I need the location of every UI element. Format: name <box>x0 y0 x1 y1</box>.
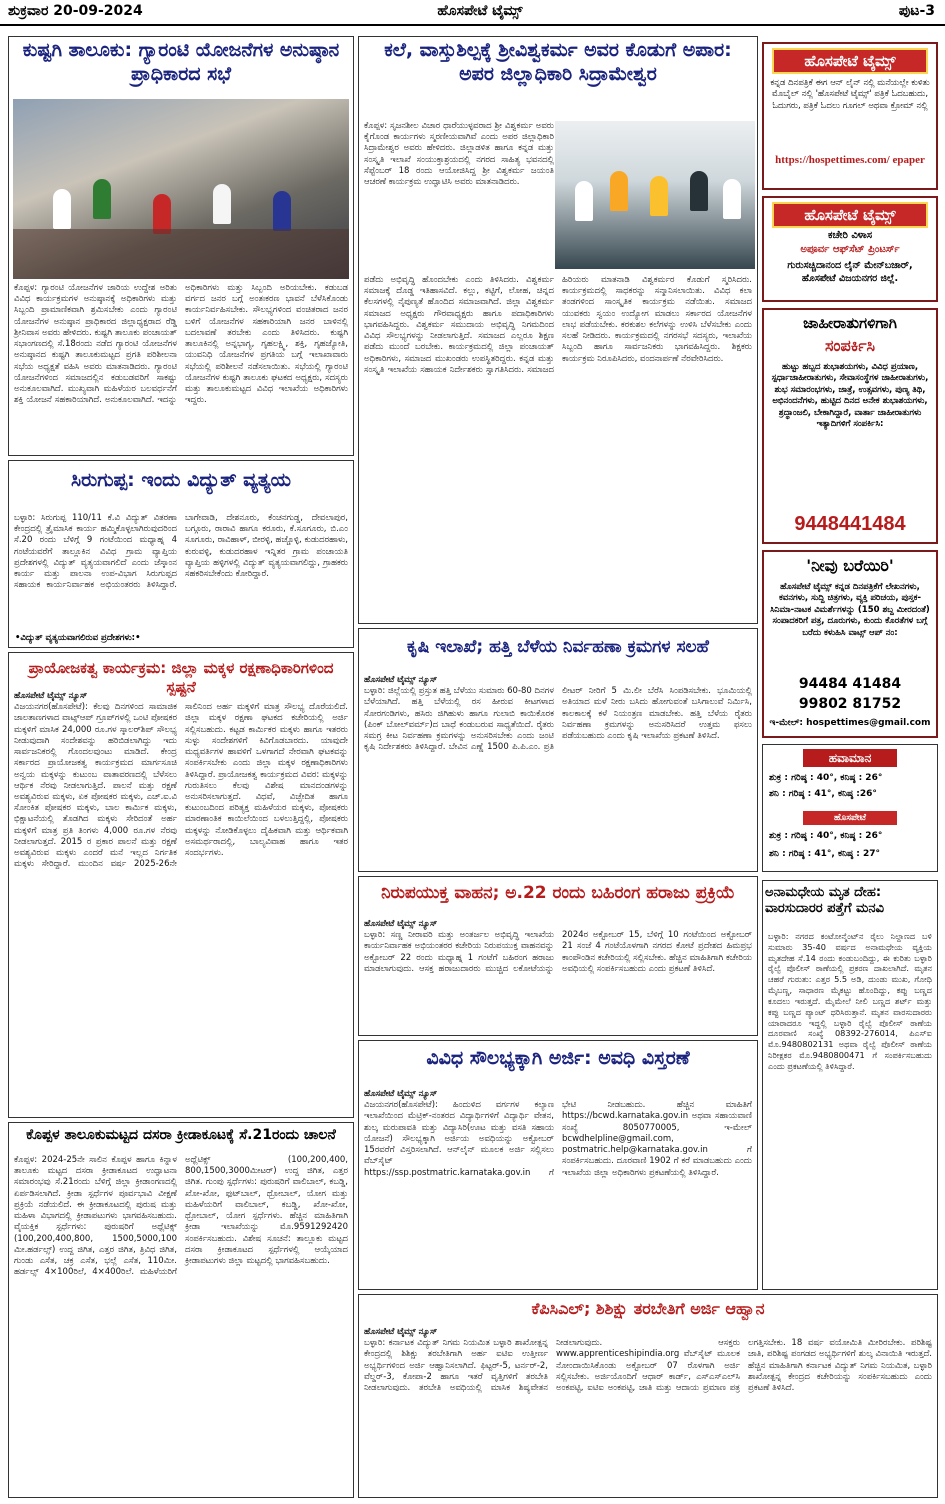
meeting-photo <box>13 99 349 279</box>
article-byline: ಹೊಸಪೇಟೆ ಟೈಮ್ಸ್ ನ್ಯೂಸ್ <box>364 1089 438 1099</box>
paper-title: ಹೊಸಪೇಟೆ ಟೈಮ್ಸ್ <box>437 3 523 19</box>
sidebar-text: ಕನ್ನಡ ದಿನಪತ್ರಿಕೆ ಈಗ ಆನ್ ಲೈನ್ ನಲ್ಲಿ ಮನೆಯಲ್ಲೇ ಕುಳಿತು ಮೊಬೈಲ್ ನಲ್ಲಿ 'ಹೊಸಪೇಟೆ ಟೈಮ್ಸ್' ಪತ್ರಿಕೆ ಓದಬಹುದು, ಓದುಗರು, ಪತ್ರಿಕೆ ಓದಲು ಗೂಗಲ್ ಅಥವಾ ಕ್ರೋಮ್ ನಲ್ಲಿ <box>770 78 930 111</box>
article-application-extension <box>358 1040 758 1290</box>
article-sponsorship <box>8 652 354 1118</box>
page-number: ಪುಟ-3 <box>898 3 935 19</box>
ads-phone: 9448441484 <box>794 513 906 535</box>
article-body: ಕೊಪ್ಪಳ: 2024-25ನೇ ಸಾಲಿನ ಕೊಪ್ಪಳ ಹಾಗೂ ಕಿನ್ನಾಳ ತಾಲೂಕು ಮಟ್ಟದ ದಸರಾ ಕ್ರೀಡಾಕೂಟದ ಉದ್ಘಾಟನಾ ಸಮಾರಂಭವು ಸೆ.21ರಂದು ಬೆಳಿಗ್ಗೆ ಜಿಲ್ಲಾ ಕ್ರೀಡಾಂಗಣದಲ್ಲಿ ಏರ್ಪಡಿಸಲಾಗಿದೆ. ಕ್ರೀಡಾ ಸ್ಪರ್ಧೆಗಳ ಪೂರ್ವಭಾವಿ ವೀಕ್ಷಣೆ ಪ್ರಕ್ರಿಯೆ ನಡೆಯಲಿದೆ. ಈ ಕ್ರೀಡಾಕೂಟದಲ್ಲಿ ಪುರುಷ ಮತ್ತು ಮಹಿಳಾ ವಿಭಾಗದಲ್ಲಿ ಕ್ರೀಡಾಪಟುಗಳು ಭಾಗವಹಿಸಬಹುದು. ವೈಯಕ್ತಿಕ ಸ್ಪರ್ಧೆಗಳು: ಪುರುಷರಿಗೆ ಅಥ್ಲೆಟಿಕ್ಸ್ (100,200,400,800, 1500,5000,100 ಮೀ.ಹರ್ಡಲ್ಸ್) ಉದ್ದ ಜಿಗಿತ, ಎತ್ತರ ಜಿಗಿತ, ತ್ರಿವಿಧ ಜಿಗಿತ, ಗುಂಡು ಎಸೆತ, ಚಕ್ರ ಎಸೆತ, ಭಲ್ಲೆ ಎಸೆತ, 110ಮೀ. ಹರ್ಡಲ್ಸ್ 4×100ರಿಲೆ, 4×400ರಿಲೆ. ಮಹಿಳೆಯರಿಗೆ ಅಥ್ಲೆಟಿಕ್ಸ್ (100,200,400, 800,1500,3000ಮೀಟರ್) ಉದ್ದ ಜಿಗಿತ, ಎತ್ತರ ಜಿಗಿತ. ಗುಂಪು ಸ್ಪರ್ಧೆಗಳು: ಪುರುಷರಿಗೆ ವಾಲಿಬಾಲ್, ಕಬಡ್ಡಿ, ಖೋ-ಖೋ, ಫುಟ್‌ಬಾಲ್, ಥ್ರೋಬಾಲ್, ಯೋಗ ಮತ್ತು ಮಹಿಳೆಯರಿಗೆ ವಾಲಿಬಾಲ್, ಕಬಡ್ಡಿ, ಖೋ-ಖೋ, ಥ್ರೋಬಾಲ್, ಯೋಗ ಸ್ಪರ್ಧೆಗಳು. ಹೆಚ್ಚಿನ ಮಾಹಿತಿಗಾಗಿ ಕ್ರೀಡಾ ಇಲಾಖೆಯನ್ನು ಮೊ.9591292420 ಸಂಪರ್ಕಿಸಬಹುದು. ವಿಶೇಷ ಸೂಚನೆ: ತಾಲ್ಲೂಕು ಮಟ್ಟದ ದಸರಾ ಕ್ರೀಡಾಕೂಟದ ಸ್ಪರ್ಧೆಗಳಲ್ಲಿ ಆಯ್ಕೆಯಾದ ಕ್ರೀಡಾಪಟುಗಳು ಜಿಲ್ಲಾ ಮಟ್ಟದಲ್ಲಿ ಭಾಗವಹಿಸಬಹುದು. <box>14 1155 348 1278</box>
epaper-link[interactable]: https://hospettimes.com/ epaper <box>775 154 925 166</box>
sidebar <box>762 36 938 876</box>
article-body: ವಿಜಯನಗರ(ಹೊಸಪೇಟೆ): ಕೆಲವು ದಿನಗಳಿಂದ ಸಾಮಾಜಿಕ ಜಾಲತಾಣಗಳಾದ ವಾಟ್ಸ್‌ಆಪ್ ಗ್ರೂಪ್‌ಗಳಲ್ಲಿ ಒಂಟಿ ಪೋಷಕರ ಮಕ್ಕಳಿಗೆ ಮಾಸಿಕ 24,000 ರೂ.ಗಳ ಸ್ಕಾಲರ್‌ಶಿಪ್ ಸೌಲಭ್ಯ ನೀಡುವುದಾಗಿ ಸಂದೇಶವನ್ನು ಹರಿಬಿಡಲಾಗಿದ್ದು ಇದು ಸಾರ್ವಜನಿಕರಲ್ಲಿ ಗೊಂದಲವುಂಟು ಮಾಡಿದೆ. ಕೇಂದ್ರ ಸರ್ಕಾರದ ಪ್ರಾಯೋಜಕತ್ವ ಕಾರ್ಯಕ್ರಮದ ಮಾರ್ಗಸೂಚಿ ಅನ್ವಯ ಮಕ್ಕಳನ್ನು ಕುಟುಂಬ ವಾತಾವರಣದಲ್ಲಿ ಬೆಳೆಸಲು ಆರ್ಥಿಕ ನೆರವು ನೀಡಲಾಗುತ್ತಿದೆ. ಪಾಲನೆ ಮತ್ತು ರಕ್ಷಣೆ ಅವಶ್ಯವಿರುವ ಮಕ್ಕಳು, ಏಕ ಪೋಷಕರ ಮಕ್ಕಳು, ಎಚ್.ಐ.ವಿ ಸೋಂಕಿತ ಪೋಷಕರ ಮಕ್ಕಳು, ಬಾಲ ಕಾರ್ಮಿಕ ಮಕ್ಕಳು, ಭಿಕ್ಷಾಟನೆಯಲ್ಲಿ ತೊಡಗಿದ ಮಕ್ಕಳು ಸೇರಿದಂತೆ ಅರ್ಹ ಮಕ್ಕಳಿಗೆ ಮಾತ್ರ ಪ್ರತಿ ತಿಂಗಳು 4,000 ರೂ.ಗಳ ನೆರವು ನೀಡಲಾಗುತ್ತದೆ. 2015 ರ ಪ್ರಕಾರ ಪಾಲನೆ ಮತ್ತು ರಕ್ಷಣೆ ಅವಶ್ಯವಿರುವ ಮಕ್ಕಳು ಎಂದರೆ ಮನೆ ಇಲ್ಲದ ನಿರ್ಗತಿಕ ಮಕ್ಕಳು ಸೇರಿದ್ದಾರೆ. ಮುಂದಿನ ವರ್ಷ 2025-26ನೇ ಸಾಲಿನಿಂದ ಅರ್ಹ ಮಕ್ಕಳಿಗೆ ಮಾತ್ರ ಸೌಲಭ್ಯ ದೊರೆಯಲಿದೆ. ಜಿಲ್ಲಾ ಮಕ್ಕಳ ರಕ್ಷಣಾ ಘಟಕದ ಕಚೇರಿಯಲ್ಲಿ ಅರ್ಜಿ ಸಲ್ಲಿಸಬಹುದು. ಕಟ್ಟಡ ಕಾರ್ಮಿಕರ ಮಕ್ಕಳು ಹಾಗೂ ಇತರರು ಸುಳ್ಳು ಸಂದೇಶಗಳಿಗೆ ಕಿವಿಗೊಡಬಾರದು. ಯಾವುದೇ ಮಧ್ಯವರ್ತಿಗಳ ಹಾವಳಿಗೆ ಒಳಗಾಗದೆ ನೇರವಾಗಿ ಘಟಕವನ್ನು ಸಂಪರ್ಕಿಸಬೇಕು ಎಂದು ಜಿಲ್ಲಾ ಮಕ್ಕಳ ರಕ್ಷಣಾಧಿಕಾರಿಗಳು ತಿಳಿಸಿದ್ದಾರೆ. ಪ್ರಾಯೋಜಕತ್ವ ಕಾರ್ಯಕ್ರಮದ ವಿವರ: ಮಕ್ಕಳನ್ನು ಗುರುತಿಸಲು ಕೆಲವು ವಿಶೇಷ ಮಾನದಂಡಗಳನ್ನು ಅನುಸರಿಸಲಾಗುತ್ತದೆ. ವಿಧವೆ, ವಿಚ್ಛೇದಿತ ಹಾಗೂ ಕುಟುಂಬದಿಂದ ಪರಿತ್ಯಕ್ತ ಮಹಿಳೆಯರ ಮಕ್ಕಳು, ಪೋಷಕರು ಮಾರಣಾಂತಿಕ ಕಾಯಿಲೆಯಿಂದ ಬಳಲುತ್ತಿದ್ದಲ್ಲಿ, ಪೋಷಕರು ಮಕ್ಕಳನ್ನು ನೋಡಿಕೊಳ್ಳಲು ದೈಹಿಕವಾಗಿ ಮತ್ತು ಆರ್ಥಿಕವಾಗಿ ಅಸಮರ್ಥರಾದಲ್ಲಿ, ಬಾಲ್ಯವಿವಾಹ ಹಾಗೂ ಇತರ ಸಂದರ್ಭಗಳು. <box>14 702 348 870</box>
article-vehicle-auction <box>358 876 758 1036</box>
weather-heading: ಹವಾಮಾನ <box>803 749 897 767</box>
article-cotton-advice <box>358 628 758 872</box>
weather-line: ಶುಕ್ರ : ಗರಿಷ್ಠ : 40°, ಕನಿಷ್ಠ : 26° <box>769 831 883 841</box>
event-photo <box>555 121 755 269</box>
ads-heading: ಜಾಹೀರಾತುಗಳಿಗಾಗಿ <box>803 314 897 332</box>
article-headline: ಕೃಷಿ ಇಲಾಖೆ; ಹತ್ತಿ ಬೆಳೆಯ ನಿರ್ವಹಣಾ ಕ್ರಮಗಳ ಸಲಹೆ <box>407 637 709 657</box>
sidebar-write-box <box>762 550 938 738</box>
sidebar-ads-box <box>762 308 938 544</box>
article-unidentified-body <box>762 880 938 1290</box>
sidebar-epaper-box <box>762 42 938 190</box>
sidebar-heading: ಹೊಸಪೇಟೆ ಟೈಮ್ಸ್ <box>772 48 928 74</box>
article-byline: ಹೊಸಪೇಟೆ ಟೈಮ್ಸ್ ನ್ಯೂಸ್ <box>14 691 88 701</box>
sidebar-address-box <box>762 196 938 302</box>
article-body: ಬಳ್ಳಾರಿ: ಸಿರುಗುಪ್ಪ 110/11 ಕೆ.ವಿ ವಿದ್ಯುತ್ ವಿತರಣಾ ಕೇಂದ್ರದಲ್ಲಿ ತ್ರೈಮಾಸಿಕ ಕಾರ್ಯ ಹಮ್ಮಿಕೊಳ್ಳಲಾಗಿರುವುದರಿಂದ ಸೆ.20 ರಂದು ಬೆಳಿಗ್ಗೆ 9 ಗಂಟೆಯಿಂದ ಮಧ್ಯಾಹ್ನ 4 ಗಂಟೆಯವರೆಗೆ ತಾಲ್ಲೂಕಿನ ವಿವಿಧ ಗ್ರಾಮ ವ್ಯಾಪ್ತಿಯ ಪ್ರದೇಶಗಳಲ್ಲಿ ವಿದ್ಯುತ್ ವ್ಯತ್ಯಯವಾಗಲಿದೆ ಎಂದು ಜೆಸ್ಕಾಂನ ಕಾರ್ಯ ಮತ್ತು ಪಾಲನಾ ಉಪ-ವಿಭಾಗ ಸಿರುಗುಪ್ಪದ ಸಹಾಯಕ ಕಾರ್ಯನಿರ್ವಾಹಕ ಅಭಿಯಂತರರು ತಿಳಿಸಿದ್ದಾರೆ. ಬಾಗೇವಾಡಿ, ದೇಶನೂರು, ಕೆಂಚನಗುಡ್ಡ, ದೇವಲಾಪುರ, ಬಗ್ಗೂರು, ರಾರಾವಿ ಹಾಗೂ ಕರೂರು, ಕೆ.ಸೂಗೂರು, ಬಿ.ಎಂ ಸೂಗೂರು, ರಾವಿಹಾಳ್, ಬೀರಳ್ಳಿ, ಹಚ್ಚೊಳ್ಳಿ, ಕುಡುದರಹಾಳು, ಕುರುವಳ್ಳಿ, ಕುಡುದರಹಾಳ ಇನ್ನಿತರ ಗ್ರಾಮ ಪಂಚಾಯತಿ ವ್ಯಾಪ್ತಿಯ ಹಳ್ಳಿಗಳಲ್ಲಿ ವಿದ್ಯುತ್ ವ್ಯತ್ಯಯವಾಗಲಿದ್ದು, ಗ್ರಾಹಕರು ಸಹಕರಿಸಬೇಕೆಂದು ಕೋರಿದ್ದಾರೆ. <box>14 513 348 591</box>
whatsapp-phone-1: 94484 41484 <box>798 676 902 692</box>
whatsapp-phone-2: 99802 81752 <box>798 696 902 712</box>
article-headline: ಕೆಪಿಸಿಎಲ್; ಶಿಶಿಕ್ಷು ತರಬೇತಿಗೆ ಅರ್ಜಿ ಆಹ್ವಾನ <box>531 1299 765 1318</box>
weather-line: ಶನಿ : ಗರಿಷ್ಠ : 41°, ಕನಿಷ್ಠ : 27° <box>769 849 881 859</box>
article-headline: ಕುಷ್ಟಗಿ ತಾಲೂಕು: ಗ್ಯಾರಂಟಿ ಯೋಜನೆಗಳ ಅನುಷ್ಠಾನ ಪ್ರಾಧಿಕಾರದ ಸಭೆ <box>22 39 340 85</box>
masthead <box>0 0 945 26</box>
article-tag: •ವಿದ್ಯುತ್ ವ್ಯತ್ಯಯವಾಗಲಿರುವ ಪ್ರದೇಶಗಳು:• <box>15 632 141 643</box>
article-body: ವಿಜಯನಗರ(ಹೊಸಪೇಟೆ): ಹಿಂದುಳಿದ ವರ್ಗಗಳ ಕಲ್ಯಾಣ ಇಲಾಖೆಯಿಂದ ಮೆಟ್ರಿಕ್-ನಂತರದ ವಿದ್ಯಾರ್ಥಿಗಳಿಗೆ ವಿದ್ಯಾರ್ಥಿ ವೇತನ, ಶುಲ್ಕ ಮರುಪಾವತಿ ಮತ್ತು ವಿದ್ಯಾಸಿರಿ(ಊಟ ಮತ್ತು ವಸತಿ ಸಹಾಯ ಯೋಜನೆ) ಸೌಲಭ್ಯಕ್ಕಾಗಿ ಅರ್ಜಿಯ ಅವಧಿಯನ್ನು ಅಕ್ಟೋಬರ್ 15ರವರೆಗೆ ವಿಸ್ತರಿಸಲಾಗಿದೆ. ಆನ್‌ಲೈನ್ ಮೂಲಕ ಅರ್ಜಿ ಸಲ್ಲಿಸಲು ವೆಬ್‌ಸೈಟ್ https://ssp.postmatric.karnataka.gov.in ಗೆ ಭೇಟಿ ನೀಡಬಹುದು. ಹೆಚ್ಚಿನ ಮಾಹಿತಿಗೆ https://bcwd.karnataka.gov.in ಅಥವಾ ಸಹಾಯವಾಣಿ ಸಂಖ್ಯೆ 8050770005, ಇ-ಮೇಲ್ bcwdhelpline@gmail.com, postmatric.help@karnataka.gov.in ಗೆ ಸಂಪರ್ಕಿಸಬಹುದು. ದೂರವಾಣಿ 1902 ಗೆ ಕರೆ ಮಾಡಬಹುದು ಎಂದು ಇಲಾಖೆಯ ಜಿಲ್ಲಾ ಅಧಿಕಾರಿಗಳು ಪ್ರಕಟಣೆಯಲ್ಲಿ ತಿಳಿಸಿದ್ದಾರೆ. <box>364 1100 752 1178</box>
article-body: ಬಳ್ಳಾರಿ: ಸಣ್ಣ ನೀರಾವರಿ ಮತ್ತು ಅಂತರ್ಜಲ ಅಭಿವೃದ್ಧಿ ಇಲಾಖೆಯ ಕಾರ್ಯನಿರ್ವಾಹಕ ಅಭಿಯಂತರರ ಕಚೇರಿಯ ನಿರುಪಯುಕ್ತ ವಾಹನವನ್ನು ಅಕ್ಟೋಬರ್ 22 ರಂದು ಮಧ್ಯಾಹ್ನ 1 ಗಂಟೆಗೆ ಬಹಿರಂಗ ಹರಾಜು ಮಾಡಲಾಗುವುದು. ಆಸಕ್ತ ಹರಾಜುದಾರರು ಮುಚ್ಚಿದ ಲಕೋಟೆಯನ್ನು 2024ರ ಅಕ್ಟೋಬರ್ 15, ಬೆಳಿಗ್ಗೆ 10 ಗಂಟೆಯಿಂದ ಅಕ್ಟೋಬರ್ 21 ಸಂಜೆ 4 ಗಂಟೆಯೊಳಗಾಗಿ ನಗರದ ಕೋಟೆ ಪ್ರದೇಶದ ಹಿಮಪ್ರಭ ಕಾಂಪೌಂಡಿನ ಕಚೇರಿಯಲ್ಲಿ ಸಲ್ಲಿಸಬೇಕು. ಹೆಚ್ಚಿನ ಮಾಹಿತಿಗಾಗಿ ಕಚೇರಿಯ ಅವಧಿಯಲ್ಲಿ ಸಂಪರ್ಕಿಸಬಹುದು ಎಂದು ಪ್ರಕಟಣೆ ತಿಳಿಸಿದೆ. <box>364 930 752 974</box>
ads-text: ಹುಟ್ಟು ಹಬ್ಬದ ಶುಭಾಶಯಗಳು, ವಿವಿಧ ಪ್ರಯಾಣ, ಸ್ಪರ್ಧಾಜಾಹೀರಾತುಗಳು, ಸೇವಾಸಂಸ್ಥೆಗಳ ಜಾಹೀರಾತುಗಳು, ಶುಭ ಸಮಾರಂಭಗಳು, ಜಾತ್ರೆ, ಉತ್ಸವಗಳು, ಪುಣ್ಯ ತಿಥಿ, ಅಭಿನಂದನೆಗಳು, ಹುಟ್ಟಿದ ದಿನದ ಅನೇಕ ಶುಭಾಶಯಗಳು, ಶ್ರದ್ಧಾಂಜಲಿ, ಬೇಕಾಗಿದ್ದಾರೆ, ವಾರ್ತಾ ಜಾಹೀರಾತುಗಳು ಇತ್ಯಾದಿಗಳಿಗೆ ಸಂಪರ್ಕಿಸಿ: <box>771 362 929 430</box>
contact-email[interactable]: ಇ-ಮೇಲ್: hospettimes@gmail.com <box>769 718 931 728</box>
article-byline: ಹೊಸಪೇಟೆ ಟೈಮ್ಸ್ ನ್ಯೂಸ್ <box>364 675 438 685</box>
article-byline: ಹೊಸಪೇಟೆ ಟೈಮ್ಸ್ ನ್ಯೂಸ್ <box>364 919 438 929</box>
article-headline: ಕಲೆ, ವಾಸ್ತುಶಿಲ್ಪಕ್ಕೆ ಶ್ರೀವಿಶ್ವಕರ್ಮ ಅವರ ಕೊಡುಗೆ ಅಪಾರ: ಅಪರ ಜಿಲ್ಲಾಧಿಕಾರಿ ಸಿದ್ರಾಮೇಶ್ವರ <box>384 39 732 85</box>
article-body: ಕೊಪ್ಪಳ: ಗ್ಯಾರಂಟಿ ಯೋಜನೆಗಳ ಜಾರಿಯ ಉದ್ದೇಶ ಅರಿತು ವಿವಿಧ ಕಾರ್ಯಕ್ರಮಗಳ ಅನುಷ್ಠಾನಕ್ಕೆ ಅಧಿಕಾರಿಗಳು ಮತ್ತು ಸಿಬ್ಬಂದಿ ಪ್ರಾಮಾಣಿಕವಾಗಿ ಶ್ರಮಿಸಬೇಕು ಎಂದು ಗ್ಯಾರಂಟಿ ಯೋಜನೆಗಳ ಅನುಷ್ಠಾನ ಪ್ರಾಧಿಕಾರದ ಜಿಲ್ಲಾಧ್ಯಕ್ಷರಾದ ರೆಡ್ಡಿ ಶ್ರೀನಿವಾಸ ಅವರು ಹೇಳಿದರು. ಕುಷ್ಟಗಿ ತಾಲೂಕು ಪಂಚಾಯತ್ ಸಭಾಂಗಣದಲ್ಲಿ ಸೆ.18ರಂದು ನಡೆದ ಗ್ಯಾರಂಟಿ ಯೋಜನೆಗಳ ಅನುಷ್ಠಾನದ ಕುಷ್ಟಗಿ ತಾಲೂಕುಮಟ್ಟದ ಪ್ರಗತಿ ಪರಿಶೀಲನಾ ಸಭೆಯ ಅಧ್ಯಕ್ಷತೆ ವಹಿಸಿ ಅವರು ಮಾತನಾಡಿದರು. ಗ್ಯಾರಂಟಿ ಯೋಜನೆಗಳಿಂದ ಸಮಾಜದಲ್ಲಿನ ಕಡುಬಡವರಿಗೆ ಸಾಕಷ್ಟು ಅನುಕೂಲವಾಗಿದೆ. ಮುಖ್ಯವಾಗಿ ಮಹಿಳೆಯರ ಬಲವರ್ಧನೆಗೆ ಶಕ್ತಿ ಯೋಜನೆ ಸಹಕಾರಿಯಾಗಿದೆ. ಅನುಕೂಲವಾಗಿದೆ. ಇದನ್ನು ಅಧಿಕಾರಿಗಳು ಮತ್ತು ಸಿಬ್ಬಂದಿ ಅರಿಯಬೇಕು. ಕಡುಬಡ ವರ್ಗದ ಜನರ ಬಗ್ಗೆ ಅಂತಃಕರಣ ಭಾವನೆ ಬೆಳೆಸಿಕೊಂಡು ಕಾರ್ಯನಿರ್ವಹಿಸಬೇಕು. ಸೌಲಭ್ಯಗಳಿಂದ ವಂಚಿತರಾದ ಜನರ ಬಳಿಗೆ ಯೋಜನೆಗಳ ಸಹಕಾರಿಯಾಗಿ ಜನರ ಬಾಳಿನಲ್ಲಿ ಬದಲಾವಣೆ ತರಬೇಕು ಎಂದು ತಿಳಿಸಿದರು. ಕುಷ್ಟಗಿ ತಾಲೂಕಿನಲ್ಲಿ ಅನ್ನಭಾಗ್ಯ, ಗೃಹಲಕ್ಷ್ಮಿ, ಶಕ್ತಿ, ಗೃಹಜ್ಯೋತಿ, ಯುವನಿಧಿ ಯೋಜನೆಗಳ ಪ್ರಗತಿಯ ಬಗ್ಗೆ ಇಲಾಖಾವಾರು ಸಭೆಯಲ್ಲಿ ಪರಿಶೀಲನೆ ನಡೆಸಲಾಯಿತು. ಸಭೆಯಲ್ಲಿ ಗ್ಯಾರಂಟಿ ಯೋಜನೆಗಳ ಕುಷ್ಟಗಿ ತಾಲೂಕು ಘಟಕದ ಅಧ್ಯಕ್ಷರು, ಸದಸ್ಯರು ಮತ್ತು ತಾಲೂಕುಮಟ್ಟದ ವಿವಿಧ ಇಲಾಖೆಯ ಅಧಿಕಾರಿಗಳು ಇದ್ದರು. <box>14 283 348 406</box>
article-kpcl-apprentice <box>358 1294 938 1498</box>
write-text: ಹೊಸಪೇಟೆ ಟೈಮ್ಸ್ ಕನ್ನಡ ದಿನಪತ್ರಿಕೆಗೆ ಲೇಖನಗಳು, ಕವನಗಳು, ಸುದ್ದಿ ಚಿತ್ರಗಳು, ವ್ಯಕ್ತಿ ಪರಿಚಯ, ಪುಸ್ತಕ-ಸಿನಿಮಾ-ನಾಟಕ ವಿಮರ್ಶೆಗಳನ್ನು (150 ಶಬ್ದ ಮೀರದಂತೆ) ಸಂಪಾದಕರಿಗೆ ಪತ್ರ, ದೂರುಗಳು, ಕುಂದು ಕೊರತೆಗಳ ಬಗ್ಗೆ ಬರೆದು ಕಳುಹಿಸಿ ವಾಟ್ಸ್ ಆಪ್ ನಂ: <box>770 582 930 638</box>
write-heading: 'ನೀವು ಬರೆಯಿರಿ' <box>806 556 894 575</box>
article-dasara-sports <box>8 1122 354 1498</box>
article-power-cut <box>8 460 354 648</box>
article-headline: ವಿವಿಧ ಸೌಲಭ್ಯಕ್ಕಾಗಿ ಅರ್ಜಿ: ಅವಧಿ ವಿಸ್ತರಣೆ <box>426 1047 690 1069</box>
article-body: ಬಳ್ಳಾರಿ: ನಗರದ ಕಂಟೋನ್ಮೆಂಟ್‌ನ ರೈಲು ನಿಲ್ದಾಣದ ಬಳಿ ಸುಮಾರು 35-40 ವರ್ಷದ ಅನಾಮಧೇಯ ವ್ಯಕ್ತಿಯ ಮೃತದೇಹ ಸೆ.14 ರಂದು ಕಂಡುಬಂದಿದ್ದು, ಈ ಕುರಿತು ಬಳ್ಳಾರಿ ರೈಲ್ವೆ ಪೊಲೀಸ್ ಠಾಣೆಯಲ್ಲಿ ಪ್ರಕರಣ ದಾಖಲಾಗಿದೆ. ಮೃತನ ಚಹರೆ ಗುರುತು: ಎತ್ತರ 5.5 ಅಡಿ, ದುಂಡು ಮುಖ, ಗೋಧಿ ಮೈಬಣ್ಣ, ಸಾಧಾರಣ ಮೈಕಟ್ಟು ಹೊಂದಿದ್ದು, ಕಪ್ಪು ಬಣ್ಣದ ಕೂದಲು ಇರುತ್ತದೆ. ಮೈಮೇಲೆ ನೀಲಿ ಬಣ್ಣದ ಶರ್ಟ್ ಮತ್ತು ಕಪ್ಪು ಬಣ್ಣದ ಪ್ಯಾಂಟ್ ಧರಿಸಿರುತ್ತಾನೆ. ಮೃತನ ವಾರಸುದಾರರು ಯಾರಾದರೂ ಇದ್ದಲ್ಲಿ ಬಳ್ಳಾರಿ ರೈಲ್ವೆ ಪೊಲೀಸ್ ಠಾಣೆಯ ದೂರವಾಣಿ ಸಂಖ್ಯೆ 08392-276014, ಪಿಎಸ್‌ಐ ಮೊ.9480802131 ಅಥವಾ ರೈಲ್ವೆ ಪೊಲೀಸ್ ಠಾಣೆಯ ನಿರೀಕ್ಷಕರ ಮೊ.9480800471 ಗೆ ಸಂಪರ್ಕಿಸಬಹುದು ಎಂದು ಪ್ರಕಟಣೆಯಲ್ಲಿ ತಿಳಿಸಿದ್ದಾರೆ. <box>768 931 932 1071</box>
printer-name: ಅಪೂರ್ವ ಆಫ್‌ಸೆಟ್ ಪ್ರಿಂಟರ್ಸ್ <box>800 244 900 255</box>
article-headline: ನಿರುಪಯುಕ್ತ ವಾಹನ; ಅ.22 ರಂದು ಬಹಿರಂಗ ಹರಾಜು ಪ್ರಕ್ರಿಯೆ <box>381 883 735 903</box>
weather-line: ಶುಕ್ರ : ಗರಿಷ್ಠ : 40°, ಕನಿಷ್ಠ : 26° <box>769 773 883 783</box>
article-lead: ಕೊಪ್ಪಳ: ಸೃಜನಶೀಲ ವಿಚಾರ ಧಾರೆಯುಳ್ಳವರಾದ ಶ್ರೀ ವಿಶ್ವಕರ್ಮ ಅವರು ಕೈಗೊಂಡ ಕಾರ್ಯಗಳು ಸ್ಮರಣೀಯವಾಗಿವೆ ಎಂದು ಅಪರ ಜಿಲ್ಲಾಧಿಕಾರಿ ಸಿದ್ರಾಮೇಶ್ವರ ಅವರು ಹೇಳಿದರು. ಜಿಲ್ಲಾಡಳಿತ ಹಾಗೂ ಕನ್ನಡ ಮತ್ತು ಸಂಸ್ಕೃತಿ ಇಲಾಖೆ ಸಂಯುಕ್ತಾಶ್ರಯದಲ್ಲಿ ನಗರದ ಸಾಹಿತ್ಯ ಭವನದಲ್ಲಿ ಸೆಪ್ಟೆಂಬರ್ 18 ರಂದು ಆಯೋಜಿಸಿದ್ದ ಶ್ರೀ ವಿಶ್ವಕರ್ಮ ಜಯಂತಿ ಆಚರಣೆ ಕಾರ್ಯಕ್ರಮ ಉದ್ಘಾಟಿಸಿ ಅವರು ಮಾತನಾಡಿದರು. <box>364 121 554 188</box>
weather-line: ಶನಿ : ಗರಿಷ್ಠ : 41°, ಕನಿಷ್ಠ :26° <box>769 789 877 799</box>
article-headline: ಪ್ರಾಯೋಜಕತ್ವ ಕಾರ್ಯಕ್ರಮ: ಜಿಲ್ಲಾ ಮಕ್ಕಳ ರಕ್ಷಣಾಧಿಕಾರಿಗಳಿಂದ ಸ್ಪಷ್ಟನೆ <box>28 659 334 696</box>
article-vishwakarma <box>358 36 758 624</box>
article-body: ಬಳ್ಳಾರಿ: ಕರ್ನಾಟಕ ವಿದ್ಯುತ್ ನಿಗಮ ನಿಯಮಿತ ಬಳ್ಳಾರಿ ಶಾಖೋತ್ಪನ್ನ ಕೇಂದ್ರದಲ್ಲಿ ಶಿಶಿಕ್ಷು ತರಬೇತಿಗಾಗಿ ಅರ್ಹ ಐಟಿಐ ಉತ್ತೀರ್ಣ ಅಭ್ಯರ್ಥಿಗಳಿಂದ ಅರ್ಜಿ ಆಹ್ವಾನಿಸಲಾಗಿದೆ. ಫಿಟ್ಟರ್-5, ಟರ್ನರ್-2, ವೆಲ್ಡರ್-3, ಕೋಪಾ-2 ಹಾಗೂ ಇತರೆ ವೃತ್ತಿಗಳಿಗೆ ತರಬೇತಿ ನೀಡಲಾಗುವುದು. ತರಬೇತಿ ಅವಧಿಯಲ್ಲಿ ಮಾಸಿಕ ಶಿಷ್ಯವೇತನ ನೀಡಲಾಗುವುದು. ಆಸಕ್ತರು www.apprenticeshipindia.org ವೆಬ್‌ಸೈಟ್ ಮೂಲಕ ನೋಂದಾಯಿಸಿಕೊಂಡು ಅಕ್ಟೋಬರ್ 07 ರೊಳಗಾಗಿ ಅರ್ಜಿ ಸಲ್ಲಿಸಬೇಕು. ಅರ್ಜಿಯೊಂದಿಗೆ ಆಧಾರ್ ಕಾರ್ಡ್, ಎಸ್‌ಎಸ್‌ಎಲ್‌ಸಿ ಅಂಕಪಟ್ಟಿ, ಐಟಿಐ ಅಂಕಪಟ್ಟಿ, ಜಾತಿ ಮತ್ತು ಆದಾಯ ಪ್ರಮಾಣ ಪತ್ರ ಲಗತ್ತಿಸಬೇಕು. 18 ವರ್ಷ ವಯೋಮಿತಿ ಮೀರಿರಬೇಕು. ಪರಿಶಿಷ್ಟ ಜಾತಿ, ಪರಿಶಿಷ್ಟ ಪಂಗಡದ ಅಭ್ಯರ್ಥಿಗಳಿಗೆ ಶುಲ್ಕ ವಿನಾಯಿತಿ ಇರುತ್ತದೆ. ಹೆಚ್ಚಿನ ಮಾಹಿತಿಗಾಗಿ ಕರ್ನಾಟಕ ವಿದ್ಯುತ್ ನಿಗಮ ನಿಯಮಿತ, ಬಳ್ಳಾರಿ ಶಾಖೋತ್ಪನ್ನ ಕೇಂದ್ರದ ಕಚೇರಿಯನ್ನು ಸಂಪರ್ಕಿಸಬಹುದು ಎಂದು ಪ್ರಕಟಣೆ ತಿಳಿಸಿದೆ. <box>364 1338 932 1394</box>
ads-heading-2: ಸಂಪರ್ಕಿಸಿ <box>824 336 876 355</box>
weather-box <box>762 744 938 872</box>
article-headline: ಅನಾಮಧೇಯ ಮೃತ ದೇಹ: ವಾರಸುದಾರರ ಪತ್ತೆಗೆ ಮನವಿ <box>765 885 885 917</box>
article-body: ಪಡೆದು ಅಭಿವೃದ್ಧಿ ಹೊಂದಬೇಕು ಎಂದು ತಿಳಿಸಿದರು. ವಿಶ್ವಕರ್ಮ ಸಮಾಜಕ್ಕೆ ದೊಡ್ಡ ಇತಿಹಾಸವಿದೆ. ಕಲ್ಲು, ಕಟ್ಟಿಗೆ, ಲೋಹ, ಚಿನ್ನದ ಕೆಲಸಗಳಲ್ಲಿ ನೈಪುಣ್ಯತೆ ಹೊಂದಿದ ಸಮಾಜವಾಗಿದೆ. ಜಿಲ್ಲಾ ವಿಶ್ವಕರ್ಮ ಸಮಾಜದ ಅಧ್ಯಕ್ಷರು ಗೌರವಾಧ್ಯಕ್ಷರು ಹಾಗೂ ಪದಾಧಿಕಾರಿಗಳು ಭಾಗವಹಿಸಿದ್ದರು. ವಿಶ್ವಕರ್ಮ ಸಮುದಾಯ ಅಭಿವೃದ್ಧಿ ನಿಗಮದಿಂದ ವಿವಿಧ ಸೌಲಭ್ಯಗಳನ್ನು ನೀಡಲಾಗುತ್ತಿದೆ. ಸಮಾಜದ ಎಲ್ಲರೂ ಶಿಕ್ಷಣ ಪಡೆದು ಮುಂದೆ ಬರಬೇಕು. ಕಾರ್ಯಕ್ರಮದಲ್ಲಿ ಜಿಲ್ಲಾ ಪಂಚಾಯತ್ ಅಧಿಕಾರಿಗಳು, ಸಮಾಜದ ಮುಖಂಡರು ಉಪಸ್ಥಿತರಿದ್ದರು. ಕನ್ನಡ ಮತ್ತು ಸಂಸ್ಕೃತಿ ಇಲಾಖೆಯ ಸಹಾಯಕ ನಿರ್ದೇಶಕರು ಸ್ವಾಗತಿಸಿದರು. ಸಮಾಜದ ಹಿರಿಯರು ಮಾತನಾಡಿ ವಿಶ್ವಕರ್ಮರ ಕೊಡುಗೆ ಸ್ಮರಿಸಿದರು. ಕಾರ್ಯಕ್ರಮದಲ್ಲಿ ಸಾಧಕರನ್ನು ಸನ್ಮಾನಿಸಲಾಯಿತು. ವಿವಿಧ ಕಲಾ ತಂಡಗಳಿಂದ ಸಾಂಸ್ಕೃತಿಕ ಕಾರ್ಯಕ್ರಮ ನಡೆಯಿತು. ಸಮಾಜದ ಯುವಕರು ಸ್ವಯಂ ಉದ್ಯೋಗ ಮಾಡಲು ಸರ್ಕಾರದ ಯೋಜನೆಗಳ ಲಾಭ ಪಡೆಯಬೇಕು. ಕರಕುಶಲ ಕಲೆಗಳನ್ನು ಉಳಿಸಿ ಬೆಳೆಸಬೇಕು ಎಂದು ಸಲಹೆ ನೀಡಿದರು. ಕಾರ್ಯಕ್ರಮದಲ್ಲಿ ನಗರಸಭೆ ಸದಸ್ಯರು, ಇಲಾಖೆಯ ಸಿಬ್ಬಂದಿ ಹಾಗೂ ಸಾರ್ವಜನಿಕರು ಭಾಗವಹಿಸಿದ್ದರು. ಶಿಕ್ಷಕರು ಕಾರ್ಯಕ್ರಮ ನಿರೂಪಿಸಿದರು, ವಂದನಾರ್ಪಣೆ ನೆರವೇರಿಸಿದರು. <box>364 275 752 375</box>
sidebar-heading: ಹೊಸಪೇಟೆ ಟೈಮ್ಸ್ <box>772 202 928 228</box>
issue-date: ಶುಕ್ರವಾರ 20-09-2024 <box>8 3 143 19</box>
office-label: ಕಚೇರಿ ವಿಳಾಸ <box>827 230 873 241</box>
article-headline: ಕೊಪ್ಪಳ ತಾಲೂಕುಮಟ್ಟದ ದಸರಾ ಕ್ರೀಡಾಕೂಟಕ್ಕೆ ಸೆ.21ರಂದು ಚಾಲನೆ <box>26 1127 336 1143</box>
article-byline: ಹೊಸಪೇಟೆ ಟೈಮ್ಸ್ ನ್ಯೂಸ್ <box>364 1327 438 1337</box>
article-body: ಬಳ್ಳಾರಿ: ಜಿಲ್ಲೆಯಲ್ಲಿ ಪ್ರಸ್ತುತ ಹತ್ತಿ ಬೆಳೆಯು ಸುಮಾರು 60-80 ದಿನಗಳ ಬೆಳೆಯಾಗಿದೆ. ಹತ್ತಿ ಬೆಳೆಯಲ್ಲಿ ರಸ ಹೀರುವ ಕೀಟಗಳಾದ ಸೋರಗಂಡಿಗಳು, ಹಸಿರು ಜಿಗಿಹುಳು ಹಾಗೂ ಗುಲಾಬಿ ಕಾಯಿಕೊರಕ (ಪಿಂಕ್ ಬೋಲ್‌ವರ್ಮ್)ದ ಬಾಧೆ ಕಂಡುಬರುವ ಸಾಧ್ಯತೆಯಿದೆ. ರೈತರು ಸಮಗ್ರ ಕೀಟ ನಿರ್ವಹಣಾ ಕ್ರಮಗಳನ್ನು ಅನುಸರಿಸಬೇಕು ಎಂದು ಜಂಟಿ ಕೃಷಿ ನಿರ್ದೇಶಕರು ತಿಳಿಸಿದ್ದಾರೆ. ಬೇವಿನ ಎಣ್ಣೆ 1500 ಪಿ.ಪಿ.ಎಂ. ಪ್ರತಿ ಲೀಟರ್ ನೀರಿಗೆ 5 ಮಿ.ಲೀ ಬೆರೆಸಿ ಸಿಂಪಡಿಸಬೇಕು. ಭೂಮಿಯಲ್ಲಿ ಅತಿಯಾದ ಮಳೆ ನೀರು ಬಸಿದು ಹೋಗುವಂತೆ ಬಸಿಗಾಲುವೆ ನಿರ್ಮಿಸಿ, ಕಾಲಕಾಲಕ್ಕೆ ಕಳೆ ನಿಯಂತ್ರಣ ಮಾಡಬೇಕು. ಹತ್ತಿ ಬೆಳೆಯ ರೈತರು ನಿರ್ವಹಣಾ ಕ್ರಮಗಳನ್ನು ಅನುಸರಿಸಿದರೆ ಉತ್ತಮ ಫಸಲು ಪಡೆಯಬಹುದು ಎಂದು ಕೃಷಿ ಇಲಾಖೆಯ ಪ್ರಕಟಣೆ ತಿಳಿಸಿದೆ. <box>364 686 752 753</box>
office-address: ಗುರುಸಚ್ಚಿದಾನಂದ ಲೈನ್ ಮೇನ್‌ಬಜಾರ್, ಹೊಸಪೇಟೆ ವಿಜಯನಗರ ಜಿಲ್ಲೆ. <box>787 260 913 284</box>
article-kushtagi <box>8 36 354 456</box>
article-headline: ಸಿರುಗುಪ್ಪ: ಇಂದು ವಿದ್ಯುತ್ ವ್ಯತ್ಯಯ <box>71 469 291 491</box>
weather-heading-city: ಹೊಸಪೇಟೆ <box>803 811 897 825</box>
